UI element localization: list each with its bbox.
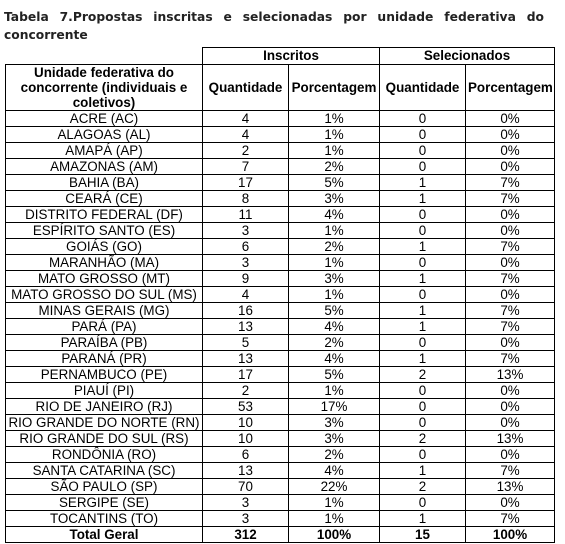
cell-uf: MATO GROSSO (MT) xyxy=(6,271,203,287)
cell-inscritos-quantidade: 3 xyxy=(203,223,289,239)
table-row xyxy=(6,351,555,367)
cell-uf: RIO GRANDE DO SUL (RS) xyxy=(6,431,203,447)
total-inscritos-porcentagem: 100% xyxy=(289,527,380,543)
table-row xyxy=(6,271,555,287)
cell-selecionados-quantidade: 1 xyxy=(380,303,466,319)
cell-inscritos-quantidade: 70 xyxy=(203,479,289,495)
cell-selecionados-porcentagem: 0% xyxy=(466,287,555,303)
cell-selecionados-quantidade: 0 xyxy=(380,111,466,127)
cell-selecionados-porcentagem: 0% xyxy=(466,335,555,351)
cell-uf: RIO DE JANEIRO (RJ) xyxy=(6,399,203,415)
cell-selecionados-quantidade: 1 xyxy=(380,463,466,479)
cell-inscritos-porcentagem: 1% xyxy=(289,495,380,511)
cell-inscritos-quantidade: 6 xyxy=(203,447,289,463)
header-columns-row xyxy=(6,65,555,111)
table-row xyxy=(6,335,555,351)
table-row xyxy=(6,239,555,255)
cell-inscritos-porcentagem: 5% xyxy=(289,175,380,191)
cell-inscritos-porcentagem: 3% xyxy=(289,415,380,431)
cell-selecionados-porcentagem: 13% xyxy=(466,479,555,495)
table-row xyxy=(6,463,555,479)
cell-selecionados-porcentagem: 7% xyxy=(466,351,555,367)
cell-selecionados-quantidade: 1 xyxy=(380,271,466,287)
cell-inscritos-porcentagem: 3% xyxy=(289,431,380,447)
total-selecionados-porcentagem: 100% xyxy=(466,527,555,543)
total-inscritos-quantidade: 312 xyxy=(203,527,289,543)
cell-selecionados-quantidade: 1 xyxy=(380,351,466,367)
cell-selecionados-porcentagem: 7% xyxy=(466,319,555,335)
header-inscritos-porcentagem: Porcentagem xyxy=(289,65,380,111)
table-row xyxy=(6,255,555,271)
table-row xyxy=(6,223,555,239)
cell-selecionados-quantidade: 0 xyxy=(380,495,466,511)
cell-selecionados-quantidade: 0 xyxy=(380,287,466,303)
cell-selecionados-quantidade: 0 xyxy=(380,383,466,399)
header-inscritos: Inscritos xyxy=(203,48,380,65)
cell-uf: PIAUÍ (PI) xyxy=(6,383,203,399)
cell-inscritos-porcentagem: 17% xyxy=(289,399,380,415)
cell-selecionados-quantidade: 1 xyxy=(380,239,466,255)
cell-inscritos-quantidade: 5 xyxy=(203,335,289,351)
cell-selecionados-porcentagem: 13% xyxy=(466,431,555,447)
cell-selecionados-porcentagem: 0% xyxy=(466,447,555,463)
table-row xyxy=(6,319,555,335)
cell-uf: PARÁ (PA) xyxy=(6,319,203,335)
cell-inscritos-porcentagem: 22% xyxy=(289,479,380,495)
table-row xyxy=(6,303,555,319)
cell-uf: ACRE (AC) xyxy=(6,111,203,127)
cell-uf: CEARÁ (CE) xyxy=(6,191,203,207)
cell-inscritos-quantidade: 10 xyxy=(203,431,289,447)
cell-selecionados-quantidade: 1 xyxy=(380,175,466,191)
cell-inscritos-porcentagem: 1% xyxy=(289,127,380,143)
cell-uf: BAHIA (BA) xyxy=(6,175,203,191)
cell-inscritos-porcentagem: 1% xyxy=(289,143,380,159)
cell-selecionados-porcentagem: 0% xyxy=(466,255,555,271)
cell-inscritos-porcentagem: 1% xyxy=(289,111,380,127)
cell-inscritos-quantidade: 4 xyxy=(203,287,289,303)
cell-selecionados-porcentagem: 13% xyxy=(466,367,555,383)
cell-uf: PARANÁ (PR) xyxy=(6,351,203,367)
cell-inscritos-porcentagem: 1% xyxy=(289,511,380,527)
cell-inscritos-porcentagem: 4% xyxy=(289,351,380,367)
cell-inscritos-porcentagem: 5% xyxy=(289,367,380,383)
table-row xyxy=(6,479,555,495)
header-uf: Unidade federativa do concorrente (individuais e coletivos) xyxy=(6,65,203,111)
cell-uf: MARANHÃO (MA) xyxy=(6,255,203,271)
cell-selecionados-porcentagem: 0% xyxy=(466,223,555,239)
table-row xyxy=(6,447,555,463)
cell-uf: MATO GROSSO DO SUL (MS) xyxy=(6,287,203,303)
cell-selecionados-quantidade: 0 xyxy=(380,415,466,431)
table-row xyxy=(6,143,555,159)
table-row xyxy=(6,367,555,383)
table-row xyxy=(6,127,555,143)
cell-inscritos-quantidade: 16 xyxy=(203,303,289,319)
cell-inscritos-quantidade: 11 xyxy=(203,207,289,223)
cell-selecionados-porcentagem: 7% xyxy=(466,463,555,479)
cell-selecionados-porcentagem: 7% xyxy=(466,239,555,255)
cell-inscritos-quantidade: 13 xyxy=(203,351,289,367)
cell-inscritos-quantidade: 3 xyxy=(203,255,289,271)
table-row xyxy=(6,207,555,223)
cell-selecionados-porcentagem: 0% xyxy=(466,159,555,175)
total-row xyxy=(6,527,555,543)
cell-inscritos-quantidade: 2 xyxy=(203,383,289,399)
cell-uf: PARAÍBA (PB) xyxy=(6,335,203,351)
table-body xyxy=(6,111,555,527)
cell-selecionados-quantidade: 0 xyxy=(380,447,466,463)
header-empty-cell xyxy=(6,48,203,65)
cell-selecionados-quantidade: 1 xyxy=(380,319,466,335)
cell-inscritos-quantidade: 17 xyxy=(203,175,289,191)
cell-selecionados-quantidade: 0 xyxy=(380,335,466,351)
cell-inscritos-porcentagem: 2% xyxy=(289,239,380,255)
cell-inscritos-quantidade: 2 xyxy=(203,143,289,159)
cell-selecionados-quantidade: 2 xyxy=(380,431,466,447)
table-caption: Tabela 7.Propostas inscritas e selecionadas por unidade federativa do concorrente xyxy=(4,10,544,42)
total-label: Total Geral xyxy=(6,527,203,543)
cell-uf: SERGIPE (SE) xyxy=(6,495,203,511)
cell-inscritos-porcentagem: 1% xyxy=(289,287,380,303)
table-row xyxy=(6,159,555,175)
header-group-row xyxy=(6,48,555,65)
total-selecionados-quantidade: 15 xyxy=(380,527,466,543)
cell-inscritos-quantidade: 13 xyxy=(203,463,289,479)
cell-selecionados-porcentagem: 0% xyxy=(466,127,555,143)
header-selecionados-quantidade: Quantidade xyxy=(380,65,466,111)
cell-inscritos-quantidade: 53 xyxy=(203,399,289,415)
cell-uf: AMAZONAS (AM) xyxy=(6,159,203,175)
cell-selecionados-quantidade: 2 xyxy=(380,367,466,383)
cell-inscritos-porcentagem: 2% xyxy=(289,335,380,351)
cell-selecionados-quantidade: 0 xyxy=(380,223,466,239)
cell-selecionados-quantidade: 0 xyxy=(380,207,466,223)
cell-uf: SANTA CATARINA (SC) xyxy=(6,463,203,479)
cell-inscritos-quantidade: 17 xyxy=(203,367,289,383)
cell-inscritos-quantidade: 4 xyxy=(203,111,289,127)
cell-selecionados-porcentagem: 0% xyxy=(466,415,555,431)
table-row xyxy=(6,111,555,127)
cell-inscritos-porcentagem: 2% xyxy=(289,447,380,463)
table-row xyxy=(6,495,555,511)
cell-inscritos-porcentagem: 1% xyxy=(289,383,380,399)
cell-inscritos-quantidade: 9 xyxy=(203,271,289,287)
table-row xyxy=(6,175,555,191)
header-selecionados: Selecionados xyxy=(380,48,555,65)
cell-selecionados-porcentagem: 0% xyxy=(466,495,555,511)
cell-uf: GOIÁS (GO) xyxy=(6,239,203,255)
cell-inscritos-quantidade: 10 xyxy=(203,415,289,431)
cell-inscritos-porcentagem: 1% xyxy=(289,223,380,239)
cell-selecionados-porcentagem: 7% xyxy=(466,303,555,319)
cell-uf: MINAS GERAIS (MG) xyxy=(6,303,203,319)
cell-selecionados-porcentagem: 0% xyxy=(466,399,555,415)
table-row xyxy=(6,191,555,207)
cell-inscritos-quantidade: 6 xyxy=(203,239,289,255)
cell-inscritos-quantidade: 7 xyxy=(203,159,289,175)
cell-selecionados-porcentagem: 0% xyxy=(466,111,555,127)
cell-inscritos-porcentagem: 4% xyxy=(289,463,380,479)
table-row xyxy=(6,399,555,415)
cell-inscritos-quantidade: 13 xyxy=(203,319,289,335)
cell-selecionados-quantidade: 0 xyxy=(380,143,466,159)
cell-selecionados-porcentagem: 7% xyxy=(466,511,555,527)
cell-uf: AMAPÁ (AP) xyxy=(6,143,203,159)
cell-inscritos-porcentagem: 2% xyxy=(289,159,380,175)
cell-uf: TOCANTINS (TO) xyxy=(6,511,203,527)
cell-selecionados-quantidade: 1 xyxy=(380,191,466,207)
cell-selecionados-quantidade: 2 xyxy=(380,479,466,495)
cell-inscritos-porcentagem: 1% xyxy=(289,255,380,271)
cell-selecionados-quantidade: 0 xyxy=(380,127,466,143)
cell-uf: ALAGOAS (AL) xyxy=(6,127,203,143)
cell-selecionados-porcentagem: 0% xyxy=(466,383,555,399)
cell-uf: RONDÔNIA (RO) xyxy=(6,447,203,463)
cell-inscritos-porcentagem: 4% xyxy=(289,319,380,335)
cell-inscritos-quantidade: 8 xyxy=(203,191,289,207)
cell-selecionados-porcentagem: 7% xyxy=(466,271,555,287)
cell-uf: SÃO PAULO (SP) xyxy=(6,479,203,495)
cell-inscritos-quantidade: 3 xyxy=(203,495,289,511)
header-inscritos-quantidade: Quantidade xyxy=(203,65,289,111)
cell-uf: RIO GRANDE DO NORTE (RN) xyxy=(6,415,203,431)
cell-uf: ESPÍRITO SANTO (ES) xyxy=(6,223,203,239)
cell-inscritos-quantidade: 3 xyxy=(203,511,289,527)
cell-inscritos-quantidade: 4 xyxy=(203,127,289,143)
cell-inscritos-porcentagem: 5% xyxy=(289,303,380,319)
cell-selecionados-quantidade: 0 xyxy=(380,255,466,271)
header-selecionados-porcentagem: Porcentagem xyxy=(466,65,555,111)
uf-proposals-table xyxy=(5,47,555,543)
table-row xyxy=(6,287,555,303)
table-row xyxy=(6,415,555,431)
cell-selecionados-quantidade: 1 xyxy=(380,511,466,527)
cell-selecionados-quantidade: 0 xyxy=(380,399,466,415)
table-row xyxy=(6,431,555,447)
cell-selecionados-porcentagem: 7% xyxy=(466,175,555,191)
cell-inscritos-porcentagem: 4% xyxy=(289,207,380,223)
cell-selecionados-porcentagem: 7% xyxy=(466,191,555,207)
cell-inscritos-porcentagem: 3% xyxy=(289,271,380,287)
cell-uf: DISTRITO FEDERAL (DF) xyxy=(6,207,203,223)
cell-inscritos-porcentagem: 3% xyxy=(289,191,380,207)
cell-selecionados-porcentagem: 0% xyxy=(466,207,555,223)
table-row xyxy=(6,383,555,399)
cell-selecionados-quantidade: 0 xyxy=(380,159,466,175)
cell-uf: PERNAMBUCO (PE) xyxy=(6,367,203,383)
cell-selecionados-porcentagem: 0% xyxy=(466,143,555,159)
table-row xyxy=(6,511,555,527)
